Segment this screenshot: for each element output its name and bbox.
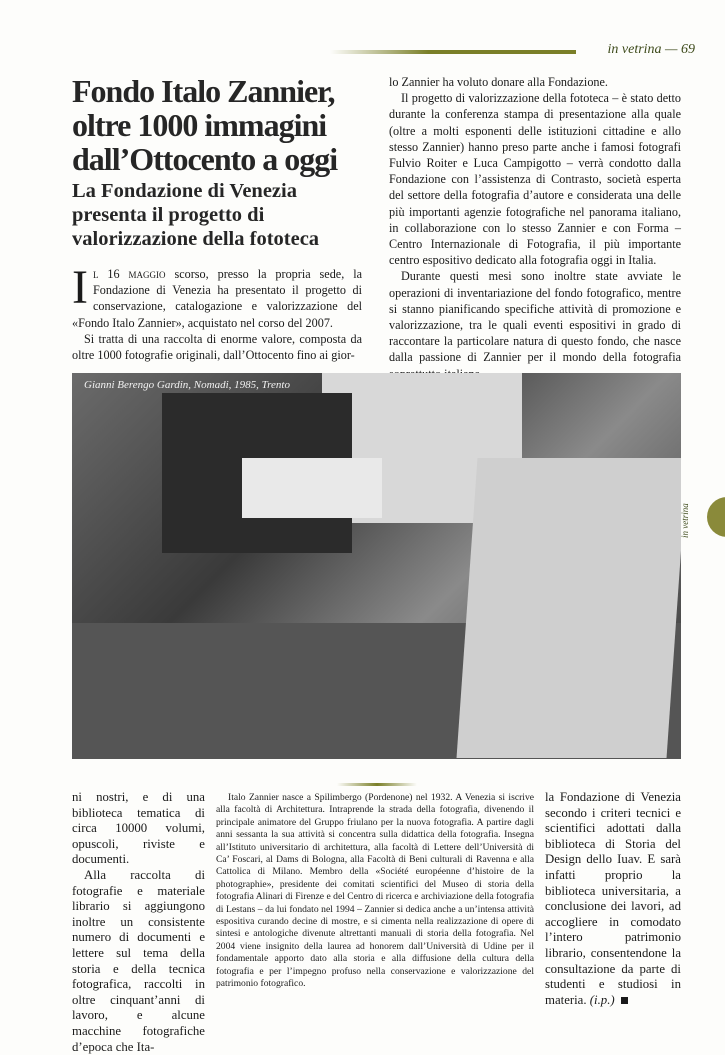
biography-text: Italo Zannier nasce a Spilimbergo (Pordenone) nel 1932. A Venezia si iscrive alla facoltà di Architettura. Intraprende la strada della fotografia, divenendo il principale animatore del Gruppo friulano per la nuova fotografia. A partire dagli anni sessanta la sua attività si concentra sulla didattica della fotografia. Insegna all’Istituto universitario di architettura, alla facoltà di Lettere dell’Università di Ca’ Foscari, al Dams di Bologna, alla Facoltà di Beni culturali di Ravenna e alla Cattolica di Milano. Membro della «Société européenne d’histoire de la photographie», presidente dei comitati scientifici del Museo di storia della fotografia Alinari di Firenze e del Centro di ricerca e archiviazione della fotografia di Lestans – da lui fondato nel 1994 – Zannier si dedica anche a un’intensa attività espositiva curando decine di mostre, e si cimenta nella realizzazione di opere di sintesi e antologiche divenute altrettanti manuali di storia della fotografia. Nel 2004 viene insignito della laurea ad honorem dall’Università di Udine per il fondamentale apporto dato alla storia e alla diffusione della cultura della fotografia e per l’impegno profuso nella conservazione e valorizzazione del patrimonio fotografico. bbox=[216, 792, 534, 990]
column-4 bbox=[545, 790, 681, 1008]
photo-caption-author: Gianni Berengo Gardin, bbox=[84, 379, 192, 391]
lead-text: scorso, presso la propria sede, la Fondazione di Venezia ha presentato il progetto di conservazione, catalogazione e valorizzazione del «Fondo Italo Zannier», acquistato nel corso del 2007. bbox=[72, 267, 362, 330]
drop-cap: I bbox=[72, 261, 88, 314]
article-subtitle: La Fondazione di Venezia presenta il progetto di valorizzazione della fototeca bbox=[72, 180, 320, 250]
article-photo bbox=[72, 373, 681, 759]
header-rule bbox=[330, 50, 576, 54]
section-tab bbox=[707, 497, 725, 537]
paragraph bbox=[545, 790, 681, 1008]
article-title: Fondo Italo Zannier, oltre 1000 immagini dall’Ottocento a oggi bbox=[72, 73, 338, 177]
paragraph: Il progetto di valorizzazione della fototeca – è stato detto durante la conferenza stampa di presentazione alla quale (oltre a molti esponenti delle istituzioni cittadine e allo stesso Zannier) hanno preso parte anche i famosi fotografi Fulvio Roiter e Luca Campigotto – verrà condotto dalla Fondazione con l’assistenza di Contrasto, società esperta del settore della fotografia d’autore e considerata una delle più importanti agenzie fotografiche nel panorama italiano, in collaborazione con lo stesso Zannier e con Forma – Centro Internazionale di Fotografia, il più importante centro espositivo dedicato alla fotografia oggi in Italia. bbox=[389, 91, 681, 268]
paragraph: Si tratta di una raccolta di enorme valore, composta da oltre 1000 fotografie originali, dall’Ottocento fino ai gior- bbox=[72, 331, 362, 363]
bio-rule bbox=[337, 783, 417, 786]
end-mark bbox=[621, 997, 628, 1004]
photo-mirror bbox=[457, 458, 681, 758]
photo-sheet bbox=[242, 458, 382, 518]
side-label: in vetrina bbox=[680, 503, 690, 538]
column-2 bbox=[389, 74, 681, 398]
paragraph: Durante questi mesi sono inoltre state avviate le operazioni di inventariazione del fondo fotografico, mentre si stanno pianificando specifiche attività di promozione e valorizzazione, tra le quali eventi espositivi in grado di raccontare la particolare natura di questo fondo, che nasce dalla passione di Zannier per il mondo della fotografia bbox=[389, 269, 681, 365]
closing-text: la Fondazione di Venezia secondo i criteri tecnici e scientifici adottati dalla biblioteca di Storia del Design dello Iuav. E sarà infatti proprio la biblioteca universitaria, a conclusione dei lavori, ad accogliere in comodato l’intero patrimonio librario, consentendone la consultazione da parte di studenti e studiosi in materia. bbox=[545, 790, 681, 1007]
running-head: in vetrina — 69 bbox=[607, 42, 695, 57]
biography-box bbox=[216, 792, 534, 991]
lead-paragraph bbox=[72, 261, 362, 331]
paragraph: ni nostri, e di una biblioteca tematica di circa 10000 volumi, opuscoli, riviste e documenti. bbox=[72, 790, 205, 867]
signature: (i.p.) bbox=[589, 992, 615, 1007]
photo-caption-title: Nomadi, 1985, Trento bbox=[191, 379, 290, 391]
paragraph: lo Zannier ha voluto donare alla Fondazione. bbox=[389, 75, 608, 89]
column-1 bbox=[72, 261, 362, 363]
column-3 bbox=[72, 790, 205, 1055]
lead-date: l 16 maggio bbox=[92, 267, 166, 281]
photo-caption bbox=[84, 379, 290, 391]
paragraph: Alla raccolta di fotografie e materiale librario si aggiungono inoltre un consistente numero di documenti e lettere sul tema della storia e della tecnica fotografica, raccolti in oltre cinquant’anni di lavoro, e alcune macchine fotografiche d’epoca che Ita- bbox=[72, 867, 205, 1054]
